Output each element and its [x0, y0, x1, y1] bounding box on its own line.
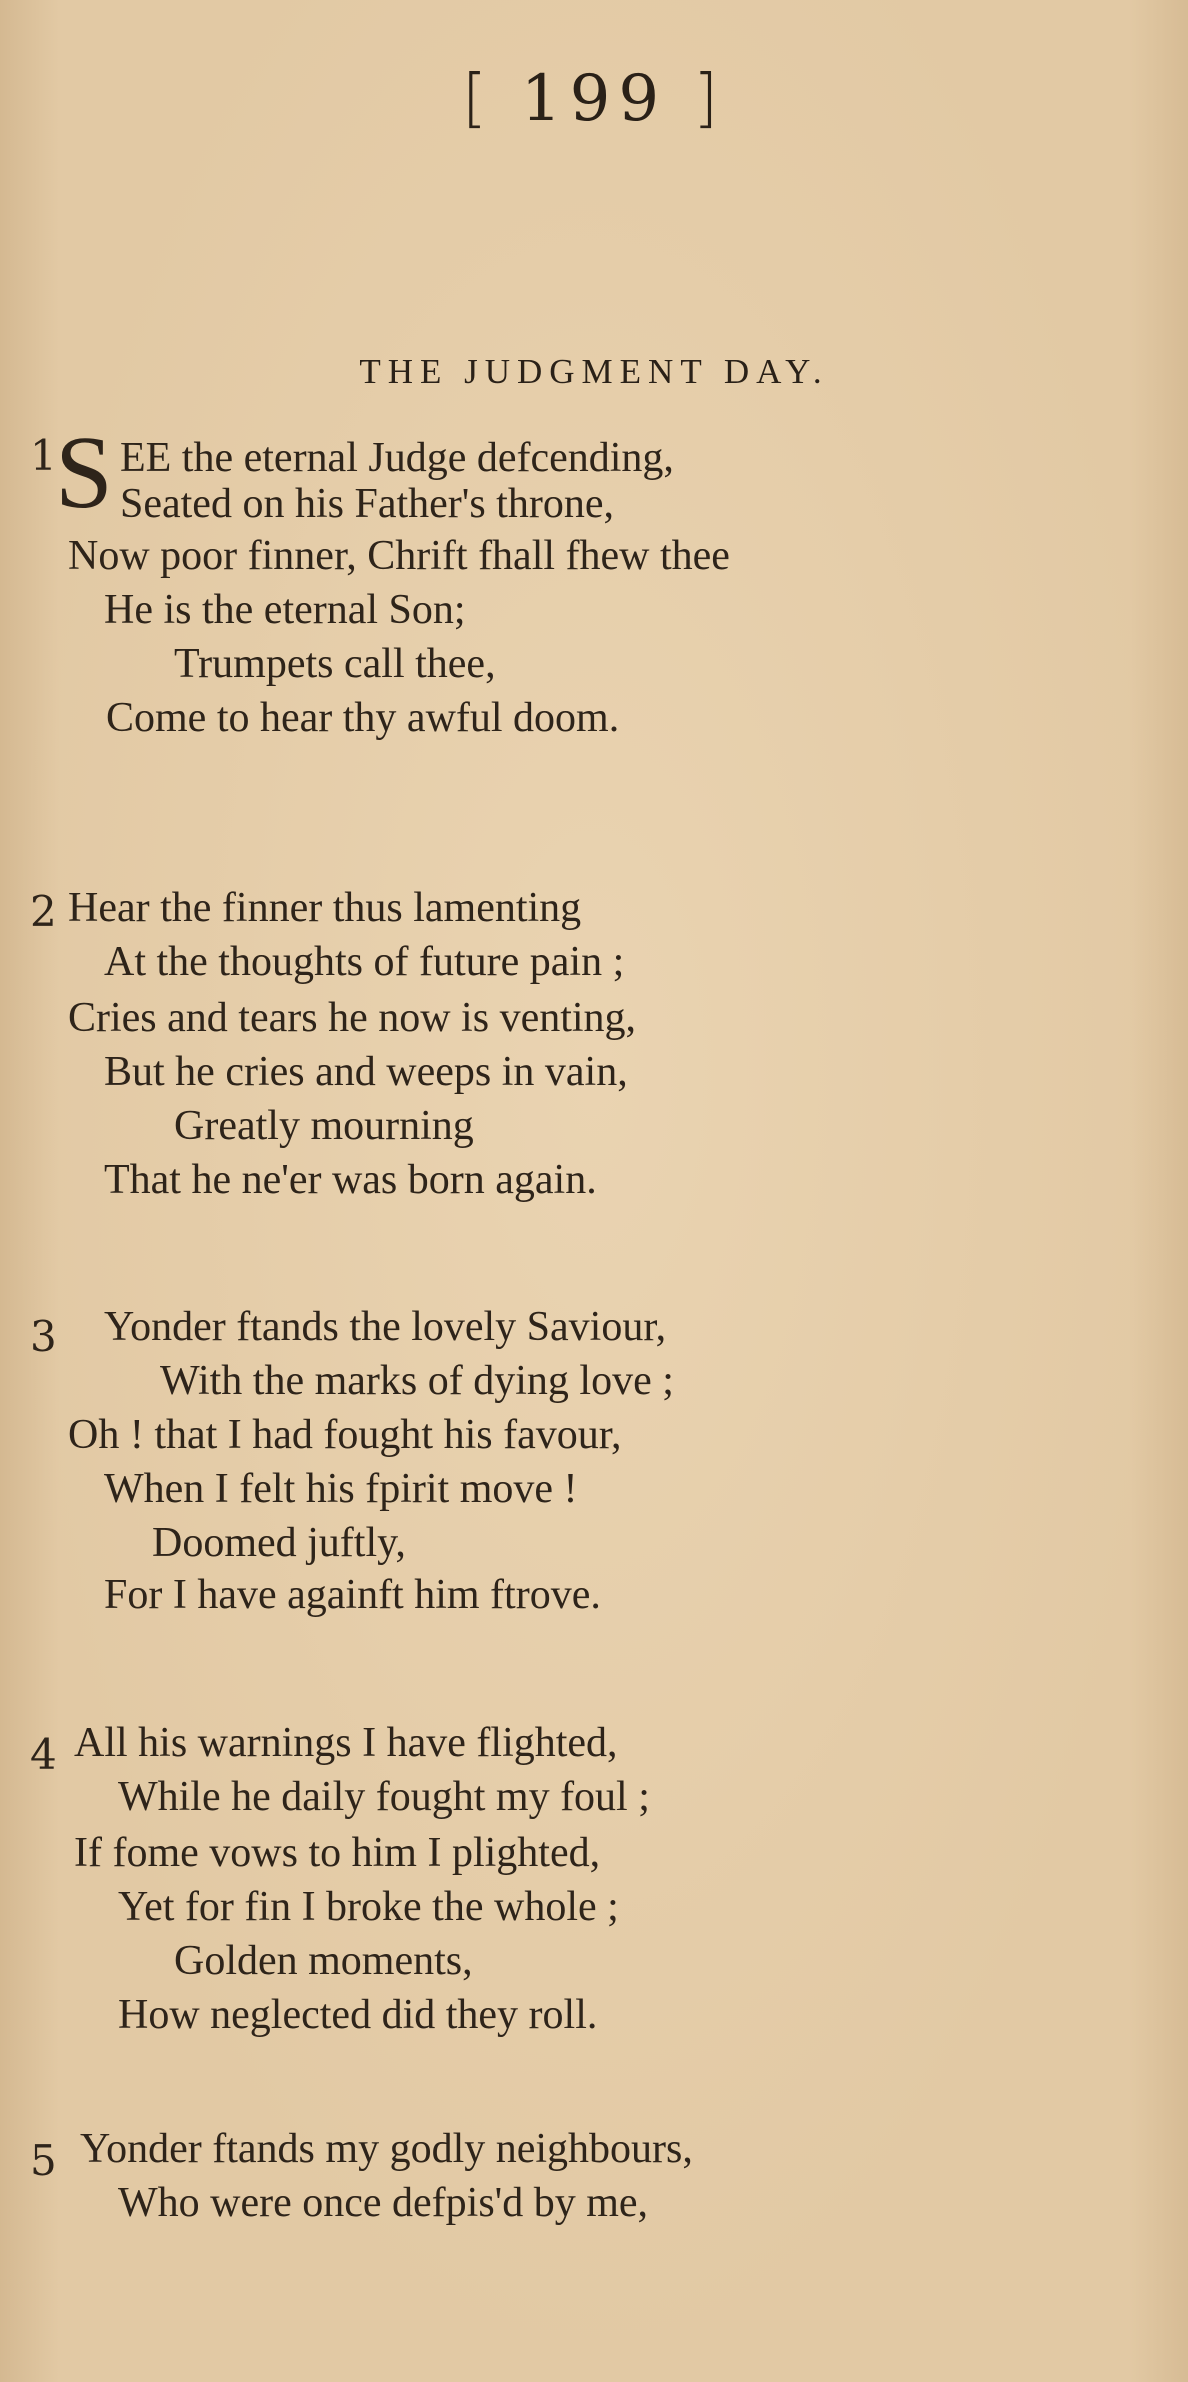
verse-line: While he daily fought my foul ;: [118, 1774, 650, 1820]
verse-line: Hear the finner thus lamenting: [68, 885, 582, 931]
verse-line: With the marks of dying love ;: [160, 1358, 674, 1404]
verse-line: Yonder ftands the lovely Saviour,: [104, 1304, 667, 1350]
verse-line: All his warnings I have flighted,: [74, 1720, 618, 1766]
verse-line: When I felt his fpirit move !: [104, 1466, 578, 1512]
verse-line: Yonder ftands my godly neighbours,: [80, 2126, 693, 2172]
page-number: 199: [520, 62, 668, 136]
page-header: [0, 62, 1188, 136]
verse-line: Greatly mourning: [174, 1103, 474, 1149]
stanza-number: 5: [30, 2136, 57, 2185]
verse-line: Seated on his Father's throne,: [120, 481, 614, 527]
verse-line: At the thoughts of future pain ;: [104, 939, 625, 985]
right-bracket: ]: [693, 62, 727, 136]
verse-line: Now poor finner, Chrift fhall fhew thee: [68, 533, 730, 579]
verse-line: He is the eternal Son;: [104, 587, 466, 633]
verse-line: EE the eternal Judge defcending,: [120, 435, 674, 481]
verse-line: Trumpets call thee,: [174, 641, 496, 687]
stanza-number: 1: [30, 431, 57, 480]
hymn-title: THE JUDGMENT DAY.: [359, 352, 829, 391]
verse-line: Who were once defpis'd by me,: [118, 2180, 649, 2226]
verse-line: How neglected did they roll.: [118, 1992, 598, 2038]
verse-line: Golden moments,: [174, 1938, 473, 1984]
verse-line: But he cries and weeps in vain,: [104, 1049, 628, 1095]
drop-cap: S: [55, 415, 113, 530]
stanza-number: 3: [30, 1312, 57, 1361]
verse-line: Cries and tears he now is venting,: [68, 995, 637, 1041]
verse-line: For I have againft him ftrove.: [104, 1572, 601, 1618]
stanza-number: 2: [30, 887, 57, 936]
verse-line: Come to hear thy awful doom.: [106, 695, 620, 741]
verse-line: Doomed juftly,: [152, 1520, 406, 1566]
verse-line: If fome vows to him I plighted,: [74, 1830, 601, 1876]
verse-line: That he ne'er was born again.: [104, 1157, 597, 1203]
verse-line: Oh ! that I had fought his favour,: [68, 1412, 622, 1458]
left-bracket: [: [461, 62, 495, 136]
stanza-number: 4: [30, 1730, 57, 1779]
verse-line: Yet for fin I broke the whole ;: [118, 1884, 619, 1930]
